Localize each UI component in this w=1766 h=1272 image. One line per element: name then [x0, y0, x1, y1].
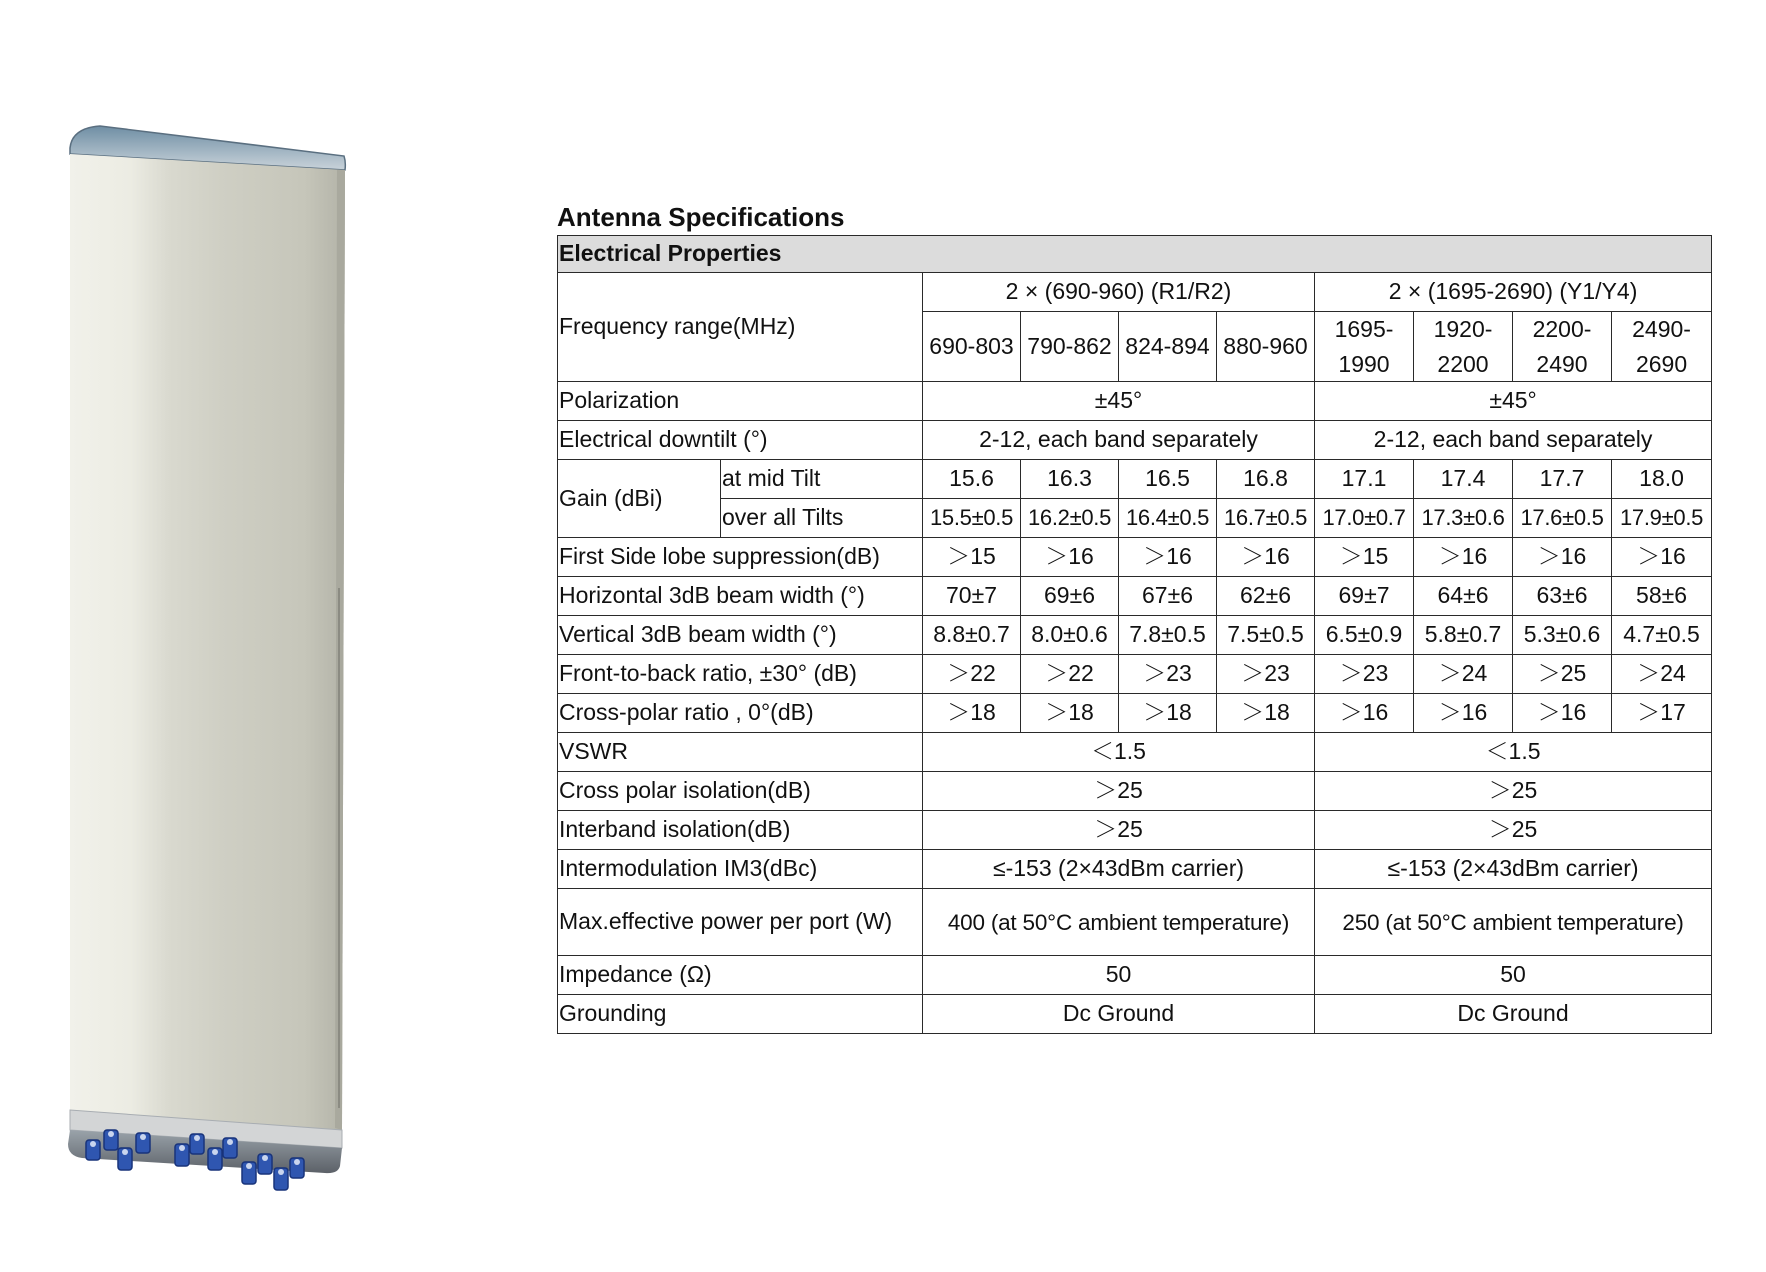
value-cell: 5.8±0.7	[1414, 616, 1513, 655]
sub-band-cell: 2490- 2690	[1612, 312, 1712, 382]
row-label: Max.effective power per port (W)	[558, 889, 923, 956]
value-cell: 67±6	[1119, 577, 1217, 616]
value-cell: 8.8±0.7	[923, 616, 1021, 655]
grounding-row	[558, 995, 1712, 1034]
row-label: Polarization	[558, 382, 923, 421]
value-cell: ＞15	[1315, 538, 1414, 577]
value-cell: Dc Ground	[1315, 995, 1712, 1034]
value-cell: ＞18	[923, 694, 1021, 733]
row-label: First Side lobe suppression(dB)	[558, 538, 923, 577]
value-cell: ＞18	[1021, 694, 1119, 733]
sub-band-cell: 1920- 2200	[1414, 312, 1513, 382]
row-label: Intermodulation IM3(dBc)	[558, 850, 923, 889]
value-cell: 400 (at 50°C ambient temperature)	[923, 889, 1315, 956]
row-label: Cross polar isolation(dB)	[558, 772, 923, 811]
value-cell: 50	[1315, 956, 1712, 995]
value-cell: 16.4±0.5	[1119, 499, 1217, 538]
downtilt-row	[558, 421, 1712, 460]
antenna-product-image	[60, 118, 400, 1228]
gain-mid-row	[558, 460, 1712, 499]
value-cell: 50	[923, 956, 1315, 995]
value-cell: 58±6	[1612, 577, 1712, 616]
sub-band-cell: 2200- 2490	[1513, 312, 1612, 382]
vertical-beam-row	[558, 616, 1712, 655]
band-group-high: 2 × (1695-2690) (Y1/Y4)	[1315, 273, 1712, 312]
value-cell: 2-12, each band separately	[1315, 421, 1712, 460]
gain-all-label: over all Tilts	[721, 499, 923, 538]
value-cell: ＞18	[1119, 694, 1217, 733]
value-cell: 6.5±0.9	[1315, 616, 1414, 655]
section-header: Electrical Properties	[558, 236, 1712, 273]
gain-mid-label: at mid Tilt	[721, 460, 923, 499]
value-cell: 15.5±0.5	[923, 499, 1021, 538]
value-cell: ＞16	[1612, 538, 1712, 577]
value-cell: ＞16	[1217, 538, 1315, 577]
interband-isolation-row	[558, 811, 1712, 850]
value-cell: ＞23	[1217, 655, 1315, 694]
row-label: Electrical downtilt (°)	[558, 421, 923, 460]
value-cell: 63±6	[1513, 577, 1612, 616]
impedance-row	[558, 956, 1712, 995]
value-cell: ＞18	[1217, 694, 1315, 733]
sub-band-cell: 790-862	[1021, 312, 1119, 382]
value-cell: ＜1.5	[1315, 733, 1712, 772]
value-cell: 8.0±0.6	[1021, 616, 1119, 655]
cross-polar-ratio-row	[558, 694, 1712, 733]
value-cell: 16.8	[1217, 460, 1315, 499]
polarization-row	[558, 382, 1712, 421]
value-cell: ＞16	[1315, 694, 1414, 733]
cross-polar-isolation-row	[558, 772, 1712, 811]
value-cell: 250 (at 50°C ambient temperature)	[1315, 889, 1712, 956]
value-cell: ＞23	[1119, 655, 1217, 694]
intermodulation-row	[558, 850, 1712, 889]
value-cell: ＞16	[1513, 538, 1612, 577]
value-cell: ＞25	[1315, 772, 1712, 811]
sub-band-cell: 880-960	[1217, 312, 1315, 382]
value-cell: 16.2±0.5	[1021, 499, 1119, 538]
value-cell: 64±6	[1414, 577, 1513, 616]
value-cell: ＞25	[1513, 655, 1612, 694]
value-cell: ＞16	[1119, 538, 1217, 577]
value-cell: ±45°	[1315, 382, 1712, 421]
row-label: Grounding	[558, 995, 923, 1034]
row-label: VSWR	[558, 733, 923, 772]
value-cell: ＞23	[1315, 655, 1414, 694]
value-cell: 16.3	[1021, 460, 1119, 499]
spec-section	[557, 200, 1711, 1034]
value-cell: ＞24	[1612, 655, 1712, 694]
value-cell: 17.6±0.5	[1513, 499, 1612, 538]
value-cell: Dc Ground	[923, 995, 1315, 1034]
value-cell: 69±6	[1021, 577, 1119, 616]
max-power-row	[558, 889, 1712, 956]
value-cell: ＞22	[1021, 655, 1119, 694]
row-label: Front-to-back ratio, ±30° (dB)	[558, 655, 923, 694]
value-cell: ＞25	[923, 811, 1315, 850]
side-lobe-row	[558, 538, 1712, 577]
value-cell: ＞15	[923, 538, 1021, 577]
row-label: Interband isolation(dB)	[558, 811, 923, 850]
value-cell: 70±7	[923, 577, 1021, 616]
sub-band-cell: 690-803	[923, 312, 1021, 382]
value-cell: 2-12, each band separately	[923, 421, 1315, 460]
value-cell: ＞25	[923, 772, 1315, 811]
value-cell: ＞16	[1021, 538, 1119, 577]
value-cell: 18.0	[1612, 460, 1712, 499]
sub-band-cell: 1695- 1990	[1315, 312, 1414, 382]
value-cell: ±45°	[923, 382, 1315, 421]
value-cell: 16.5	[1119, 460, 1217, 499]
value-cell: ≤-153 (2×43dBm carrier)	[923, 850, 1315, 889]
frequency-label: Frequency range(MHz)	[558, 273, 923, 382]
value-cell: ＞22	[923, 655, 1021, 694]
value-cell: 4.7±0.5	[1612, 616, 1712, 655]
row-label: Horizontal 3dB beam width (°)	[558, 577, 923, 616]
value-cell: 17.4	[1414, 460, 1513, 499]
band-group-low: 2 × (690-960) (R1/R2)	[923, 273, 1315, 312]
value-cell: 16.7±0.5	[1217, 499, 1315, 538]
value-cell: ≤-153 (2×43dBm carrier)	[1315, 850, 1712, 889]
value-cell: ＞17	[1612, 694, 1712, 733]
value-cell: 17.3±0.6	[1414, 499, 1513, 538]
value-cell: ＞16	[1414, 538, 1513, 577]
value-cell: ＞24	[1414, 655, 1513, 694]
band-group-row	[558, 273, 1712, 312]
row-label: Cross-polar ratio , 0°(dB)	[558, 694, 923, 733]
value-cell: 69±7	[1315, 577, 1414, 616]
value-cell: 17.7	[1513, 460, 1612, 499]
gain-label: Gain (dBi)	[558, 460, 721, 538]
value-cell: 5.3±0.6	[1513, 616, 1612, 655]
value-cell: 15.6	[923, 460, 1021, 499]
gain-all-row	[558, 499, 1712, 538]
page-title: Antenna Specifications	[557, 202, 845, 232]
value-cell: ＞16	[1513, 694, 1612, 733]
front-to-back-row	[558, 655, 1712, 694]
sub-band-cell: 824-894	[1119, 312, 1217, 382]
value-cell: ＜1.5	[923, 733, 1315, 772]
section-header-row	[558, 236, 1712, 273]
row-label: Vertical 3dB beam width (°)	[558, 616, 923, 655]
value-cell: 7.8±0.5	[1119, 616, 1217, 655]
row-label: Impedance (Ω)	[558, 956, 923, 995]
value-cell: ＞25	[1315, 811, 1712, 850]
value-cell: 17.9±0.5	[1612, 499, 1712, 538]
value-cell: 62±6	[1217, 577, 1315, 616]
value-cell: 7.5±0.5	[1217, 616, 1315, 655]
value-cell: ＞16	[1414, 694, 1513, 733]
value-cell: 17.1	[1315, 460, 1414, 499]
vswr-row	[558, 733, 1712, 772]
horizontal-beam-row	[558, 577, 1712, 616]
spec-table	[557, 235, 1712, 1034]
value-cell: 17.0±0.7	[1315, 499, 1414, 538]
